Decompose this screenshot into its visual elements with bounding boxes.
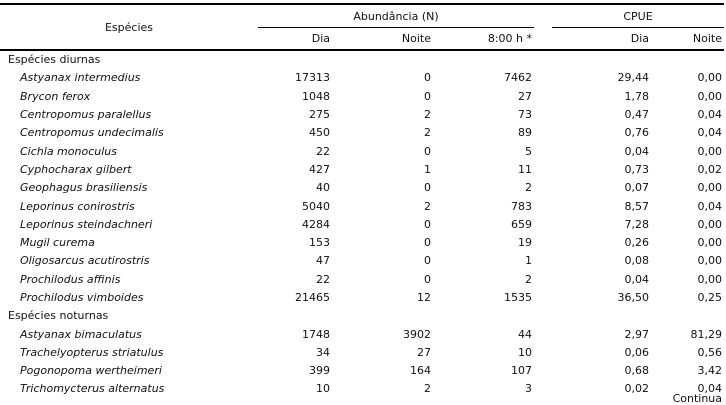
day-count: 450	[309, 126, 330, 140]
table-row	[0, 106, 724, 124]
table-row	[0, 142, 724, 160]
header-cpue: CPUE	[552, 4, 724, 28]
cpue-day: 0,07	[624, 181, 649, 195]
day-count: 22	[316, 272, 330, 286]
day-count: 21465	[295, 291, 330, 304]
night-count: 0	[424, 144, 431, 158]
table-row	[0, 289, 724, 307]
cpue-night: 0,00	[697, 236, 723, 250]
night-count: 3902	[403, 327, 431, 341]
eight-count: 89	[518, 126, 532, 140]
cpue-day: 0,08	[624, 254, 649, 268]
table-row	[0, 234, 724, 252]
species-name: Brycon ferox	[20, 89, 91, 103]
cpue-day: 1,78	[624, 89, 649, 103]
cpue-day: 0,47	[624, 108, 649, 122]
cpue-night: 0,00	[697, 272, 723, 286]
cpue-night: 0,04	[697, 108, 723, 122]
header-abundance: Abundância (N)	[258, 4, 534, 28]
night-count: 27	[417, 345, 431, 359]
table-row	[0, 271, 724, 289]
species-name: Prochilodus vimboides	[20, 291, 144, 304]
night-count: 0	[424, 236, 431, 250]
eight-count: 10	[518, 345, 532, 359]
cpue-day: 0,04	[624, 144, 649, 158]
group-label: Espécies noturnas	[8, 309, 109, 323]
night-count: 2	[424, 108, 431, 122]
cpue-night: 0,00	[697, 217, 723, 231]
night-count: 164	[410, 364, 431, 378]
table-row	[0, 216, 724, 234]
night-count: 0	[424, 217, 431, 231]
species-name: Centropomus undecimalis	[20, 126, 164, 140]
cpue-day: 2,97	[624, 327, 649, 341]
day-count: 4284	[302, 217, 330, 231]
cpue-night: 0,04	[697, 199, 723, 213]
cpue-day: 0,76	[624, 126, 649, 140]
day-count: 47	[316, 254, 330, 268]
day-count: 1748	[302, 327, 330, 341]
table-row	[0, 69, 724, 87]
night-count: 2	[424, 199, 431, 213]
eight-count: 1	[525, 254, 532, 268]
header-cpue-day: Dia	[552, 28, 651, 51]
cpue-night: 81,29	[690, 327, 723, 341]
species-name: Trachelyopterus striatulus	[20, 345, 164, 359]
cpue-day: 0,26	[624, 236, 649, 250]
eight-count: 44	[518, 327, 532, 341]
eight-count: 659	[511, 217, 532, 231]
header-night: Noite	[346, 28, 433, 51]
night-count: 1	[424, 162, 431, 176]
eight-count: 3	[525, 382, 532, 396]
species-name: Trichomycterus alternatus	[20, 382, 165, 396]
cpue-day: 0,73	[624, 162, 649, 176]
day-count: 275	[309, 108, 330, 122]
night-count: 0	[424, 181, 431, 195]
day-count: 1048	[302, 89, 330, 103]
group-row	[0, 307, 724, 325]
cpue-day: 7,28	[624, 217, 649, 231]
eight-count: 19	[518, 236, 532, 250]
header-cpue-night: Noite	[665, 28, 724, 51]
eight-count: 11	[518, 162, 532, 176]
species-name: Pogonopoma wertheimeri	[20, 364, 162, 378]
table-body	[0, 50, 724, 399]
table-row	[0, 380, 724, 398]
day-count: 17313	[295, 71, 330, 85]
table-row	[0, 344, 724, 362]
cpue-night: 0,00	[697, 181, 723, 195]
table-row	[0, 252, 724, 270]
day-count: 10	[316, 382, 330, 396]
night-count: 0	[424, 272, 431, 286]
eight-count: 107	[511, 364, 532, 378]
group-row	[0, 50, 724, 69]
day-count: 34	[316, 345, 330, 359]
night-count: 2	[424, 126, 431, 140]
cpue-night: 0,00	[697, 144, 723, 158]
night-count: 0	[424, 254, 431, 268]
cpue-night: 0,00	[697, 71, 723, 85]
species-name: Leporinus steindachneri	[20, 217, 153, 231]
day-count: 22	[316, 144, 330, 158]
day-count: 5040	[302, 199, 330, 213]
table-row	[0, 325, 724, 343]
night-count: 0	[424, 71, 431, 85]
species-name: Oligosarcus acutirostris	[20, 254, 150, 268]
eight-count: 1535	[504, 291, 532, 304]
table-row	[0, 197, 724, 215]
header-species: Espécies	[0, 4, 258, 50]
eight-count: 5	[525, 144, 532, 158]
cpue-day: 0,04	[624, 272, 649, 286]
cpue-day: 0,02	[624, 382, 649, 396]
day-count: 427	[309, 162, 330, 176]
continues-label: Continua	[672, 392, 722, 405]
cpue-night: 0,02	[697, 162, 723, 176]
day-count: 40	[316, 181, 330, 195]
species-name: Astyanax intermedius	[20, 71, 141, 85]
day-count: 399	[309, 364, 330, 378]
species-name: Cichla monoculus	[20, 144, 117, 158]
species-table	[0, 3, 724, 399]
eight-count: 73	[518, 108, 532, 122]
header-day: Dia	[258, 28, 332, 51]
cpue-day: 0,06	[624, 345, 649, 359]
night-count: 12	[417, 291, 431, 304]
cpue-day: 0,68	[624, 364, 649, 378]
cpue-night: 0,25	[697, 291, 723, 304]
night-count: 2	[424, 382, 431, 396]
table-row	[0, 179, 724, 197]
cpue-night: 0,00	[697, 254, 723, 268]
table-row	[0, 88, 724, 106]
night-count: 0	[424, 89, 431, 103]
eight-count: 27	[518, 89, 532, 103]
eight-count: 7462	[504, 71, 532, 85]
species-name: Geophagus brasiliensis	[20, 181, 148, 195]
cpue-day: 8,57	[624, 199, 649, 213]
cpue-night: 0,00	[697, 89, 723, 103]
group-label: Espécies diurnas	[8, 53, 101, 67]
species-name: Centropomus paralellus	[20, 108, 152, 122]
species-name: Cyphocharax gilbert	[20, 162, 132, 176]
species-name: Prochilodus affinis	[20, 272, 121, 286]
cpue-day: 36,50	[617, 291, 649, 304]
cpue-night: 0,04	[697, 126, 723, 140]
eight-count: 2	[525, 272, 532, 286]
eight-count: 783	[511, 199, 532, 213]
cpue-night: 0,56	[697, 345, 723, 359]
table-row	[0, 124, 724, 142]
cpue-night: 0,04	[697, 382, 723, 396]
day-count: 153	[309, 236, 330, 250]
table-row	[0, 362, 724, 380]
eight-count: 2	[525, 181, 532, 195]
species-name: Leporinus conirostris	[20, 199, 135, 213]
species-name: Mugil curema	[20, 236, 95, 250]
species-name: Astyanax bimaculatus	[20, 327, 142, 341]
table-row	[0, 161, 724, 179]
cpue-night: 3,42	[697, 364, 723, 378]
header-eight: 8:00 h *	[447, 28, 534, 51]
cpue-day: 29,44	[617, 71, 649, 85]
